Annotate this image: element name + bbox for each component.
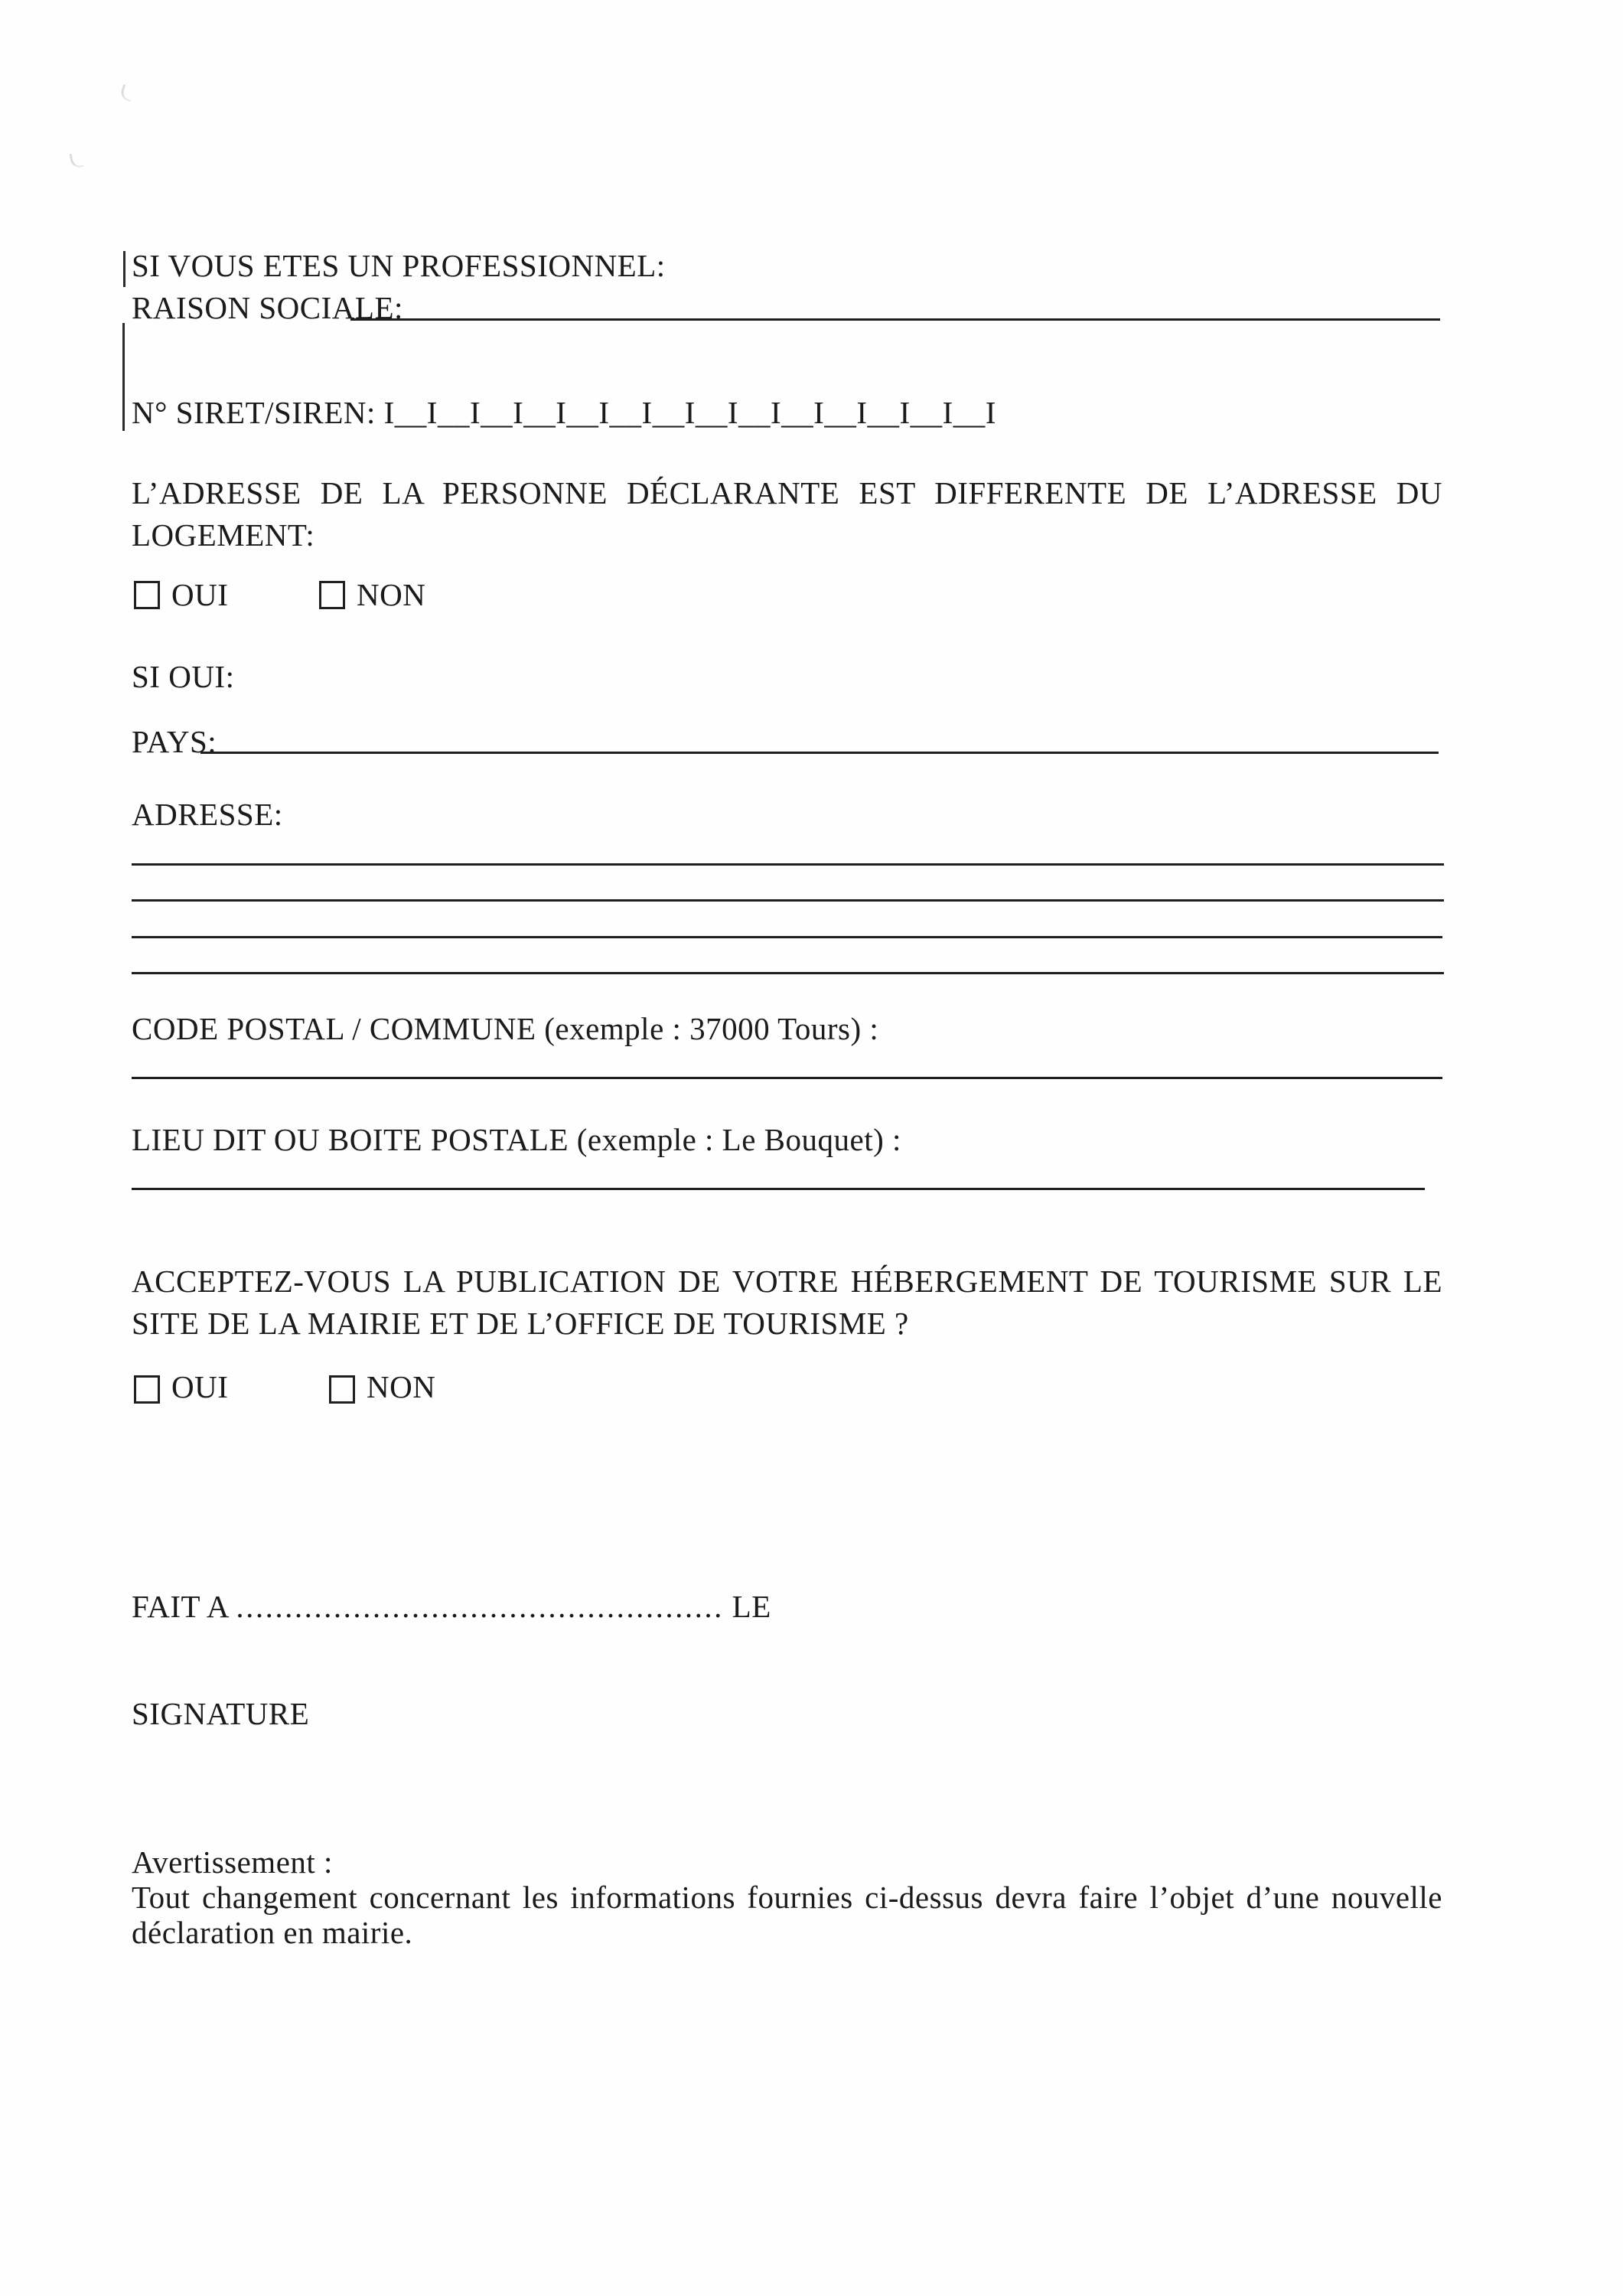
oui-checkbox[interactable] [134, 1375, 160, 1404]
oui-label: OUI [171, 577, 229, 612]
adresse-label: ADRESSE: [132, 797, 283, 832]
question-line: ACCEPTEZ-VOUS LA PUBLICATION DE VOTRE HÉBERGEMENT DE TOURISME SUR LE [132, 1264, 1442, 1299]
address-different-choices [0, 574, 1623, 616]
oui-label: OUI [171, 1369, 229, 1404]
question-line: SITE DE LA MAIRIE ET DE L’OFFICE DE TOURISME ? [132, 1306, 909, 1341]
code-postal-label: CODE POSTAL / COMMUNE (exemple : 37000 Tours) : [132, 1011, 879, 1046]
signature-label: SIGNATURE [132, 1696, 310, 1731]
question-line: LOGEMENT: [132, 517, 315, 553]
warning-title: Avertissement : [132, 1844, 333, 1880]
pays-label: PAYS: [132, 724, 217, 759]
professional-section-header: SI VOUS ETES UN PROFESSIONNEL: [132, 248, 666, 283]
scan-artifact [119, 84, 135, 102]
code-postal-input-line[interactable] [132, 1077, 1442, 1079]
publication-question [132, 1261, 1442, 1345]
margin-change-bar [123, 251, 125, 287]
si-oui-label: SI OUI: [132, 659, 235, 694]
pays-input-line[interactable] [200, 752, 1439, 754]
non-label: NON [367, 1369, 436, 1404]
raison-sociale-label: RAISON SOCIALE: [132, 290, 403, 325]
question-line: L’ADRESSE DE LA PERSONNE DÉCLARANTE EST DIFFERENTE DE L’ADRESSE DU [132, 475, 1442, 510]
warning-section [132, 1844, 1442, 1950]
siret-digit-cells[interactable]: I__I__I__I__I__I__I__I__I__I__I__I__I__I__I [383, 395, 996, 430]
le-label: LE [723, 1589, 771, 1624]
non-label: NON [357, 577, 426, 612]
fait-a-dotted-line[interactable]: .................................................. [236, 1589, 724, 1624]
lieu-dit-input-line[interactable] [132, 1188, 1425, 1190]
adresse-input-line[interactable] [132, 936, 1442, 938]
raison-sociale-input-line[interactable] [350, 318, 1440, 321]
fait-a-row [132, 1586, 771, 1628]
adresse-input-line[interactable] [132, 972, 1444, 974]
fait-a-label: FAIT A [132, 1589, 236, 1624]
adresse-input-line[interactable] [132, 863, 1444, 866]
address-different-question [132, 472, 1442, 556]
siret-label: N° SIRET/SIREN: [132, 395, 384, 430]
margin-change-bar [122, 323, 125, 431]
publication-choices [0, 1366, 1623, 1408]
lieu-dit-label: LIEU DIT OU BOITE POSTALE (exemple : Le Bouquet) : [132, 1122, 901, 1157]
siret-row [132, 392, 996, 434]
warning-text-line: Tout changement concernant les informations fournies ci-dessus devra faire l’objet d’une nouvelle [132, 1880, 1442, 1915]
non-checkbox[interactable] [319, 581, 345, 609]
adresse-input-line[interactable] [132, 899, 1444, 902]
oui-checkbox[interactable] [134, 581, 160, 609]
warning-text-line: déclaration en mairie. [132, 1915, 413, 1950]
scan-artifact [70, 152, 83, 168]
non-checkbox[interactable] [329, 1375, 355, 1404]
